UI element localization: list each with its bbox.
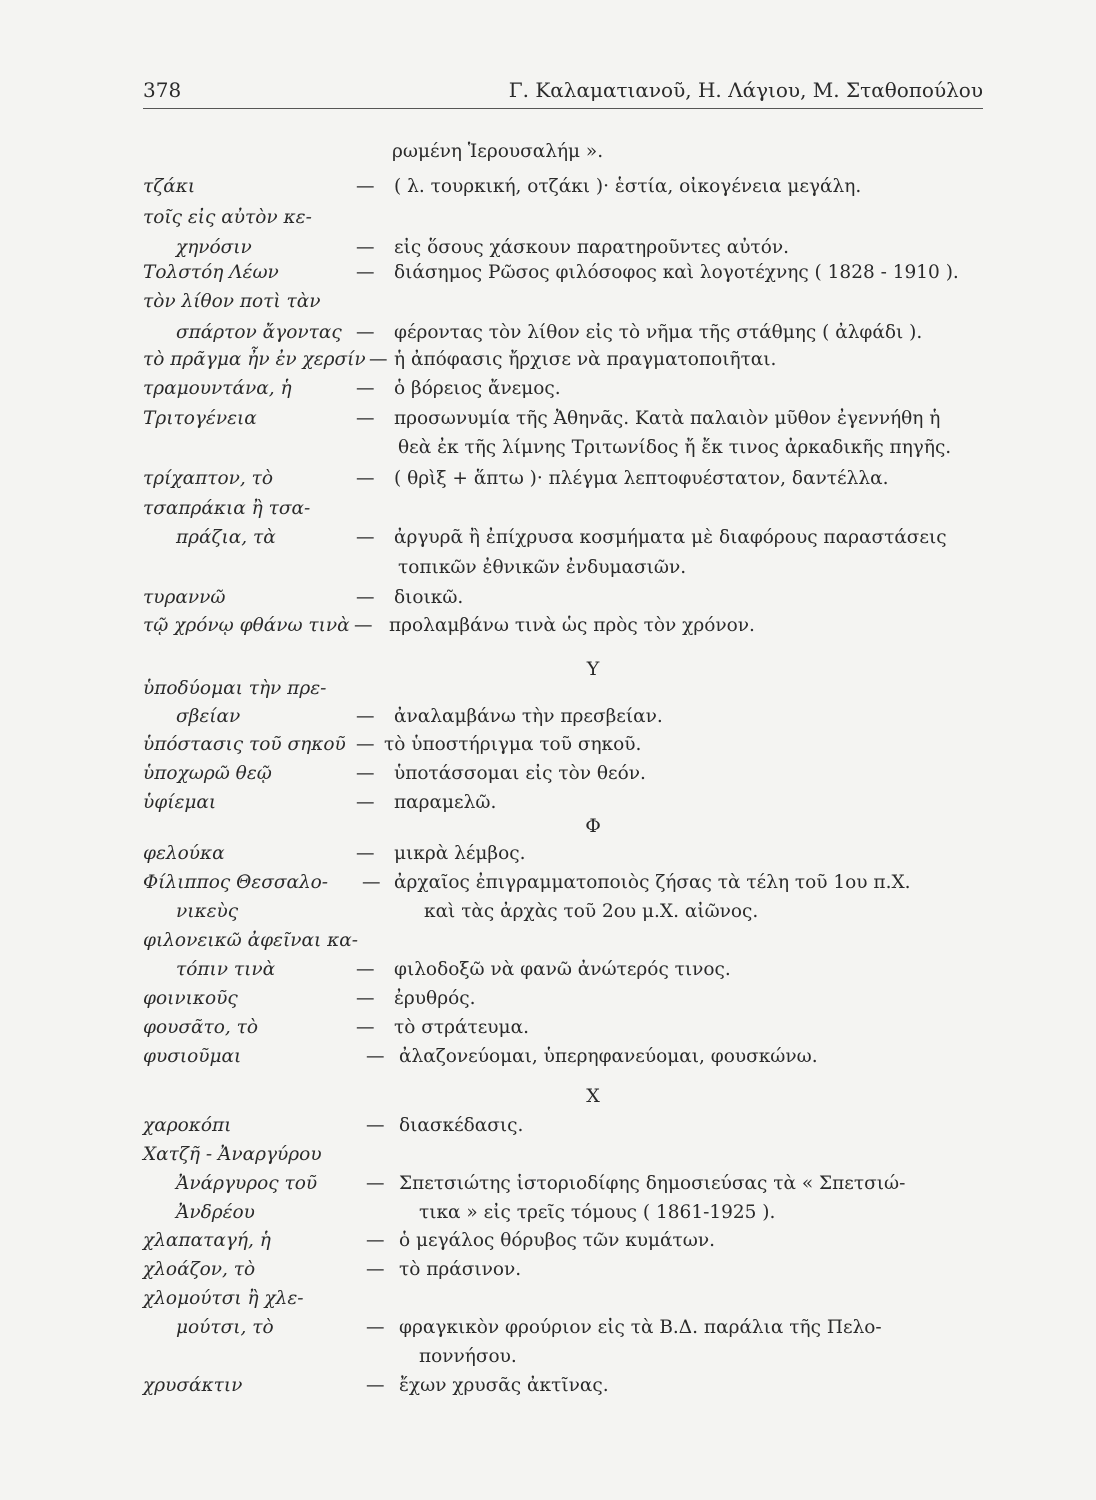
headword: φοινικοῦς (143, 988, 238, 1009)
definition-continuation: καὶ τὰς ἀρχὰς τοῦ 2ου μ.Χ. αἰῶνος. (424, 901, 759, 922)
headword-continuation: τόπιν τινὰ (176, 959, 276, 980)
entry-line (143, 897, 988, 927)
headword: τυραννῶ (143, 587, 226, 608)
definition: ( λ. τουρκική, οτζάκι )· ἑστία, οἰκογένεια μεγάλη. (394, 176, 862, 197)
entry-line (143, 1226, 988, 1256)
headword: χλοάζον, τὸ (143, 1259, 256, 1280)
definition-continuation: ποννήσου. (419, 1346, 517, 1367)
definition: τὸ ὑποστήριγμα τοῦ σηκοῦ. (384, 734, 642, 755)
entry-dash: — (356, 734, 375, 755)
headword: τζάκι (143, 176, 196, 197)
section-heading-line (143, 811, 988, 841)
definition: ὁ βόρειος ἄνεμος. (394, 378, 561, 399)
entry-line (143, 345, 988, 375)
entry-line (143, 1342, 988, 1372)
entry-dash: — (356, 262, 375, 283)
entry-dash: — (356, 237, 375, 258)
entry-line (143, 583, 988, 613)
entry-line (143, 1169, 988, 1199)
entry-dash: — (362, 872, 381, 893)
entry-line (143, 258, 988, 288)
definition: διάσημος Ρῶσος φιλόσοφος καὶ λογοτέχνης ( 1828 - 1910 ). (394, 262, 959, 283)
headword: χαροκόπι (143, 1115, 232, 1136)
running-head: Γ. Καλαματιανοῦ, Η. Λάγιου, Μ. Σταθοπούλου (508, 78, 983, 102)
entry-line (143, 374, 988, 404)
definition: τὸ πράσινον. (399, 1259, 522, 1280)
entry-dash: — (356, 706, 375, 727)
headword: τῷ χρόνῳ φθάνω τινὰ (143, 615, 350, 636)
entry-dash: — (366, 1173, 385, 1194)
entry-dash: — (366, 1046, 385, 1067)
entry-line (143, 868, 988, 898)
headword-continuation: χηνόσιν (176, 237, 252, 258)
definition: ( θρὶξ + ἅπτω )· πλέγμα λεπτοφυέστατον, δαντέλλα. (394, 468, 889, 489)
headword: τὸν λίθον ποτὶ τὰν (143, 291, 321, 312)
definition: ἀρχαῖος ἐπιγραμματοποιὸς ζήσας τὰ τέλη τοῦ 1ου π.Χ. (394, 872, 911, 893)
entry-line (143, 730, 988, 760)
entry-line (143, 1140, 988, 1170)
entry-dash: — (366, 1317, 385, 1338)
headword-continuation: νικεὺς (176, 901, 239, 922)
definition: ἐρυθρός. (394, 988, 476, 1009)
entry-line (143, 287, 988, 317)
entry-line (143, 464, 988, 494)
entry-dash: — (356, 988, 375, 1009)
definition: προσωνυμία τῆς Ἀθηνᾶς. Κατὰ παλαιὸν μῦθον ἐγεννήθη ἡ (394, 408, 941, 429)
headword: φουσᾶτο, τὸ (143, 1017, 258, 1038)
definition-continuation: θεὰ ἐκ τῆς λίμνης Τριτωνίδος ἤ ἔκ τινος ἀρκαδικῆς πηγῆς. (398, 437, 952, 458)
definition: φιλοδοξῶ νὰ φανῶ ἀνώτερός τινος. (394, 959, 731, 980)
entry-line (143, 759, 988, 789)
entry-line (143, 674, 988, 704)
definition-continuation: τοπικῶν ἐθνικῶν ἐνδυμασιῶν. (398, 557, 687, 578)
headword: ὑποδύομαι τὴν πρε- (143, 678, 327, 699)
entry-dash: — (356, 527, 375, 548)
headword: τρίχαπτον, τὸ (143, 468, 273, 489)
headword: τοῖς εἰς αὐτὸν κε- (143, 207, 312, 228)
entry-dash: — (356, 1017, 375, 1038)
section-heading-line (143, 1081, 988, 1111)
headword: χλομούτσι ἢ χλε- (143, 1288, 304, 1309)
entry-line (143, 523, 988, 553)
headword: φυσιοῦμαι (143, 1046, 242, 1067)
entry-dash: — (356, 792, 375, 813)
definition: φραγκικὸν φρούριον εἰς τὰ Β.Δ. παράλια τῆς Πελο- (399, 1317, 882, 1338)
headword: τραμουντάνα, ἡ (143, 378, 292, 399)
headword: ὑπόστασις τοῦ σηκοῦ (143, 734, 346, 755)
definition: διασκέδασις. (399, 1115, 524, 1136)
entry-line (143, 1198, 988, 1228)
headword-continuation: Ἀνάργυρος τοῦ (176, 1173, 318, 1194)
definition: Σπετσιώτης ἱστοριοδίφης δημοσιεύσας τὰ « Σπετσιώ- (399, 1173, 906, 1194)
headword-continuation: πράζια, τὰ (176, 527, 276, 548)
entry-line (143, 203, 988, 233)
headword: φιλονεικῶ ἀφεῖναι κα- (143, 930, 358, 951)
entry-line (143, 1111, 988, 1141)
headword-continuation: σπάρτον ἄγοντας (176, 322, 342, 343)
headword: Χατζῆ - Ἀναργύρου (143, 1144, 322, 1165)
definition: ἡ ἀπόφασις ἤρχισε νὰ πραγματοποιῆται. (394, 349, 777, 370)
entry-line (143, 318, 988, 348)
entry-dash: — (356, 468, 375, 489)
section-letter-upsilon: Υ (586, 658, 600, 680)
entry-line (143, 926, 988, 956)
entry-line (143, 1284, 988, 1314)
entry-dash: — (356, 587, 375, 608)
entry-dash: — (356, 959, 375, 980)
entry-dash: — (366, 1259, 385, 1280)
definition: ὁ μεγάλος θόρυβος τῶν κυμάτων. (399, 1230, 715, 1251)
entry-dash: — (354, 615, 373, 636)
definition: τὸ στράτευμα. (394, 1017, 529, 1038)
page-number: 378 (143, 78, 182, 102)
headword-continuation: Ἀνδρέου (176, 1202, 255, 1223)
entry-line (143, 1013, 988, 1043)
definition-continuation: τικα » εἰς τρεῖς τόμους ( 1861-1925 ). (419, 1202, 776, 1223)
definition-continuation: ρωμένη Ἱερουσαλήμ ». (392, 141, 604, 162)
headword: ὑφίεμαι (143, 792, 217, 813)
definition: προλαμβάνω τινὰ ὡς πρὸς τὸν χρόνον. (389, 615, 755, 636)
headword: φελούκα (143, 843, 225, 864)
definition: εἰς ὅσους χάσκουν παρατηροῦντες αὐτόν. (394, 237, 790, 258)
entry-line (143, 404, 988, 434)
headword: χλαπαταγή, ἡ (143, 1230, 271, 1251)
headword: Τριτογένεια (143, 408, 257, 429)
headword-continuation: σβείαν (176, 706, 241, 727)
entry-dash: — (356, 176, 375, 197)
section-letter-phi: Φ (585, 815, 601, 837)
headword: τσαπράκια ἢ τσα- (143, 498, 311, 519)
definition: ἔχων χρυσᾶς ἀκτῖνας. (399, 1375, 609, 1396)
definition: ἀναλαμβάνω τὴν πρεσβείαν. (394, 706, 663, 727)
definition: ἀλαζονεύομαι, ὑπερηφανεύομαι, φουσκώνω. (399, 1046, 818, 1067)
entry-dash: — (366, 1230, 385, 1251)
entry-line (143, 955, 988, 985)
entry-line (143, 494, 988, 524)
entry-line (143, 839, 988, 869)
section-letter-chi: Χ (586, 1085, 600, 1107)
definition: μικρὰ λέμβος. (394, 843, 526, 864)
headword: Φίλιππος Θεσσαλο- (143, 872, 329, 893)
entry-line (143, 553, 988, 583)
entry-dash: — (366, 1115, 385, 1136)
definition: φέροντας τὸν λίθον εἰς τὸ νῆμα τῆς στάθμης ( ἀλφάδι ). (394, 322, 923, 343)
page-header (143, 74, 983, 109)
entry-line (143, 984, 988, 1014)
entry-dash: — (356, 408, 375, 429)
entry-dash: — (356, 763, 375, 784)
entry-line (143, 433, 988, 463)
definition: ὑποτάσσομαι εἰς τὸν θεόν. (394, 763, 646, 784)
entry-line (143, 702, 988, 732)
entry-dash: — (356, 378, 375, 399)
entry-dash: — (356, 322, 375, 343)
definition: διοικῶ. (394, 587, 464, 608)
entry-line (143, 611, 988, 641)
definition: ἀργυρᾶ ἢ ἐπίχρυσα κοσμήματα μὲ διαφόρους παραστάσεις (394, 527, 947, 548)
headword: Τολστόη Λέων (143, 262, 279, 283)
entry-line (143, 172, 988, 202)
entry-line (143, 1313, 988, 1343)
entry-line (143, 137, 988, 167)
entry-line (143, 1371, 988, 1401)
entry-dash: — (366, 1375, 385, 1396)
entry-line (143, 1042, 988, 1072)
headword: ὑποχωρῶ θεῷ (143, 763, 272, 784)
headword-continuation: μούτσι, τὸ (176, 1317, 274, 1338)
definition: παραμελῶ. (394, 792, 497, 813)
headword: χρυσάκτιν (143, 1375, 243, 1396)
headword: τὸ πρᾶγμα ἦν ἐν χερσίν (143, 349, 366, 370)
entry-dash: — (369, 349, 388, 370)
entry-line (143, 1255, 988, 1285)
entry-dash: — (356, 843, 375, 864)
